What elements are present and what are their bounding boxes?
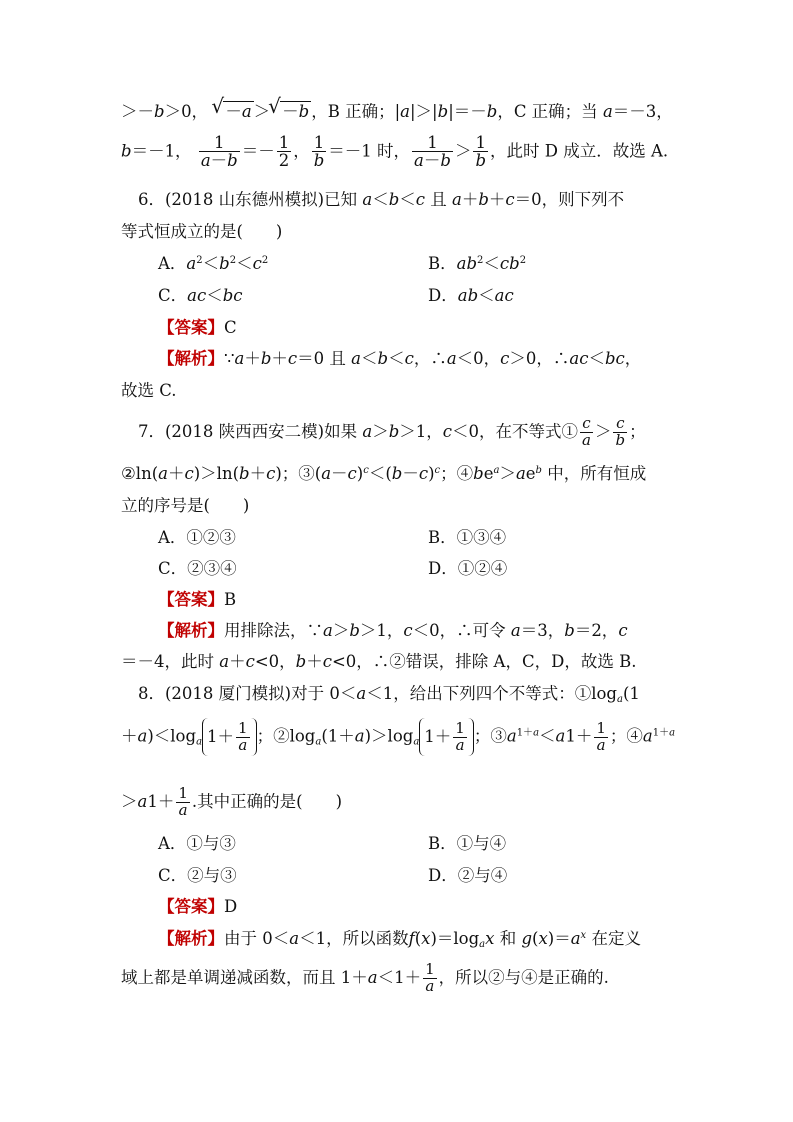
q8-option-d: D．②与④ [428,866,508,885]
q6-stem-line-1: 6．(2018 山东德州模拟)已知 a＜b＜c 且 a＋b＋c＝0，则下列不 [138,190,625,209]
q7-analysis-line-1: 【解析】用排除法，∵a＞b＞1，c＜0，∴可令 a＝3，b＝2，c [158,621,628,640]
q6-answer: 【答案】C [158,318,237,337]
q6-option-d: D．ab＜ac [428,286,514,305]
q8-analysis-line-1: 【解析】由于 0＜a＜1，所以函数$f(x)=\log_ax$ 和 $g(x)=a^x$ 在定义 [158,929,641,950]
q8-answer: 【答案】D [158,897,238,916]
q8-option-c: C．②与③ [158,866,237,885]
q7-stem-line-1: 7．(2018 陕西西安二模)如果 a＞b＞1，c＜0，在不等式① $\frac{c}{a}$ ＞ $\frac{c}{b}$ ； [138,414,646,449]
q6-analysis-line-1: 【解析】∵a＋b＋c＝0 且 a＜b＜c，∴a＜0，c＞0，∴ac＜bc， [158,349,642,368]
q6-analysis-line-2: 故选 C. [121,381,177,400]
q7-answer: 【答案】B [158,590,237,609]
q6-option-c: C．ac＜bc [158,286,243,305]
q8-stem-line-2: $+a)<\log_a$ 1＋ $\frac{1}{a}$ ；$②\log_a(1+a)>\log_a$ 1＋ $\frac{1}{a}$ ；$③a^{1+a}<a1+$ $\frac{1}{a}$ ；$④a^{1+a}$ [121,718,676,754]
q7-stem-line-3: 立的序号是( ) [121,496,250,515]
continuation-line-1: ＞－b＞0， √ －a ＞ √ －b ，B 正确；|a|＞|b|＝－b，C 正确；当 a＝－3， [121,94,673,121]
q6-stem-line-2: 等式恒成立的是( ) [121,222,283,241]
continuation-line-2: b＝－1， $\frac{1}{a-b}$ ＝－ $\frac{1}{2}$ ， $\frac{1}{b}$ ＝－1 时， $\frac{1}{a-b}$ ＞ $\frac{1}{b}$ ，此时 D 成立．故选 A. [121,133,669,171]
q8-stem-line-3: ＞a1＋ $\frac{1}{a}$ .其中正确的是( ) [121,784,343,819]
q7-option-d: D．①②④ [428,559,508,578]
q8-analysis-line-2: 域上都是单调递减函数，而且 1＋a＜1＋ $\frac{1}{a}$ ，所以②与④是正确的. [121,960,609,995]
q7-option-b: B．①③④ [428,528,507,547]
q7-stem-line-2: ②ln(a＋c)＞ln(b＋c)；$③(a-c)^c<(b-c)^c$；$④be^a>ae^b$ 中，所有恒成 [121,464,647,483]
q7-option-c: C．②③④ [158,559,237,578]
q6-option-a: A．$a^2<b^2<c^2$ [158,254,269,273]
q8-option-b: B．①与④ [428,834,507,853]
q8-option-a: A．①与③ [158,834,236,853]
q7-option-a: A．①②③ [158,528,236,547]
q6-option-b: B．$ab^2<cb^2$ [428,254,527,273]
q8-stem-line-1: 8．(2018 厦门模拟)对于 0＜a＜1，给出下列四个不等式：$①\log_a(1$ [138,684,640,705]
q7-analysis-line-2: ＝－4，此时 a＋c<0，b＋c<0，∴②错误，排除 A，C，D，故选 B. [121,652,637,671]
